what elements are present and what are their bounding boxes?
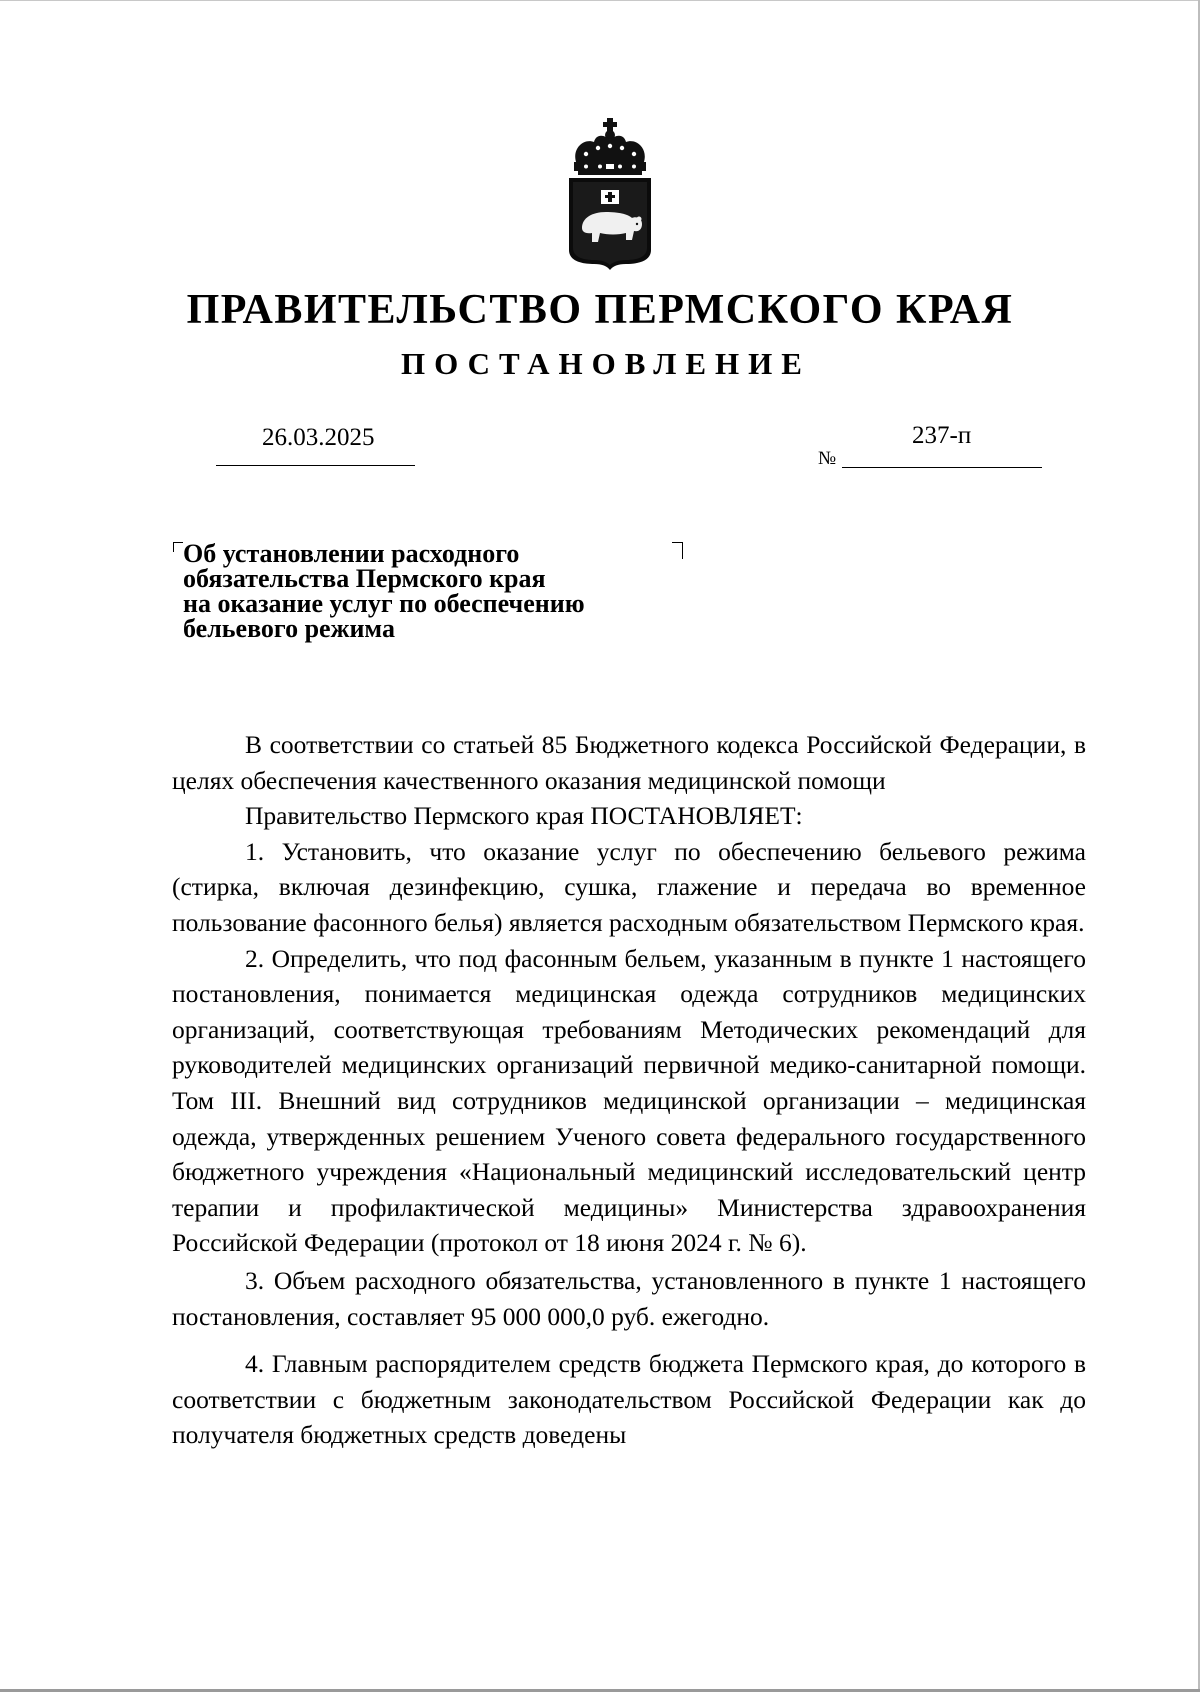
subject-line: обязательства Пермского края [183,564,546,593]
item-paragraph-4: 4. Главным распорядителем средств бюджета Пермского края, до которого в соответствии с бюджетным законодательством Российской Федерации как до получателя бюджетных средств доведены [172,1349,1086,1450]
number-sign: № [818,448,837,469]
subject-line: на оказание услуг по обеспечению [183,589,585,618]
document-type-title: ПОСТАНОВЛЕНИЕ [401,346,811,381]
preamble-paragraph: В соответствии со статьей 85 Бюджетного кодекса Российской Федерации, в целях обеспечения качественного оказания медицинской помощи [172,730,1086,795]
subject-bracket-right [672,542,683,559]
document-body [172,727,1086,1453]
gospel-cross-icon [601,190,619,204]
registration-date: 26.03.2025 [262,424,375,451]
subject-line: Об установлении расходного [183,539,520,568]
registration-number: 237-п [912,422,972,449]
document-subject [183,541,663,641]
item-paragraph-1: 1. Установить, что оказание услуг по обеспечению бельевого режима (стирка, включая дезинфекцию, сушка, глажение и передача во временное пользование фасонного белья) является расходным обязательством Пермского края. [172,836,1086,937]
scan-edge-top [0,0,1200,1]
subject-line: бельевого режима [183,614,395,643]
item-paragraph-3: 3. Объем расходного обязательства, установленного в пункте 1 настоящего постановления, составляет 95 000 000,0 руб. ежегодно. [172,1265,1086,1331]
organization-title: ПРАВИТЕЛЬСТВО ПЕРМСКОГО КРАЯ [186,287,1014,333]
number-underline [842,467,1042,468]
item-paragraph-2: 2. Определить, что под фасонным бельем, указанным в пункте 1 настоящего постановления, понимается медицинская одежда сотрудников медицинских организаций, соответствующая требованиям Методических рекомендаций для руководителей медицинских организаций первичной медико-санитарной помощи. Том III. Внешний вид сотрудников медицинской организации – медицинская одежда, утвержденных решением Ученого совета федерального государственного бюджетного учреждения «Национальный медицинский исследовательский центр терапии и профилактической медицины» Министерства здравоохранения Российской Федерации (протокол от 18 июня 2024 г. № 6). [172,943,1086,1258]
date-underline [216,465,415,466]
perm-krai-coat-of-arms-icon [566,118,654,270]
decree-paragraph: Правительство Пермского края ПОСТАНОВЛЯЕТ: [245,801,803,831]
subject-bracket-left [173,542,183,552]
